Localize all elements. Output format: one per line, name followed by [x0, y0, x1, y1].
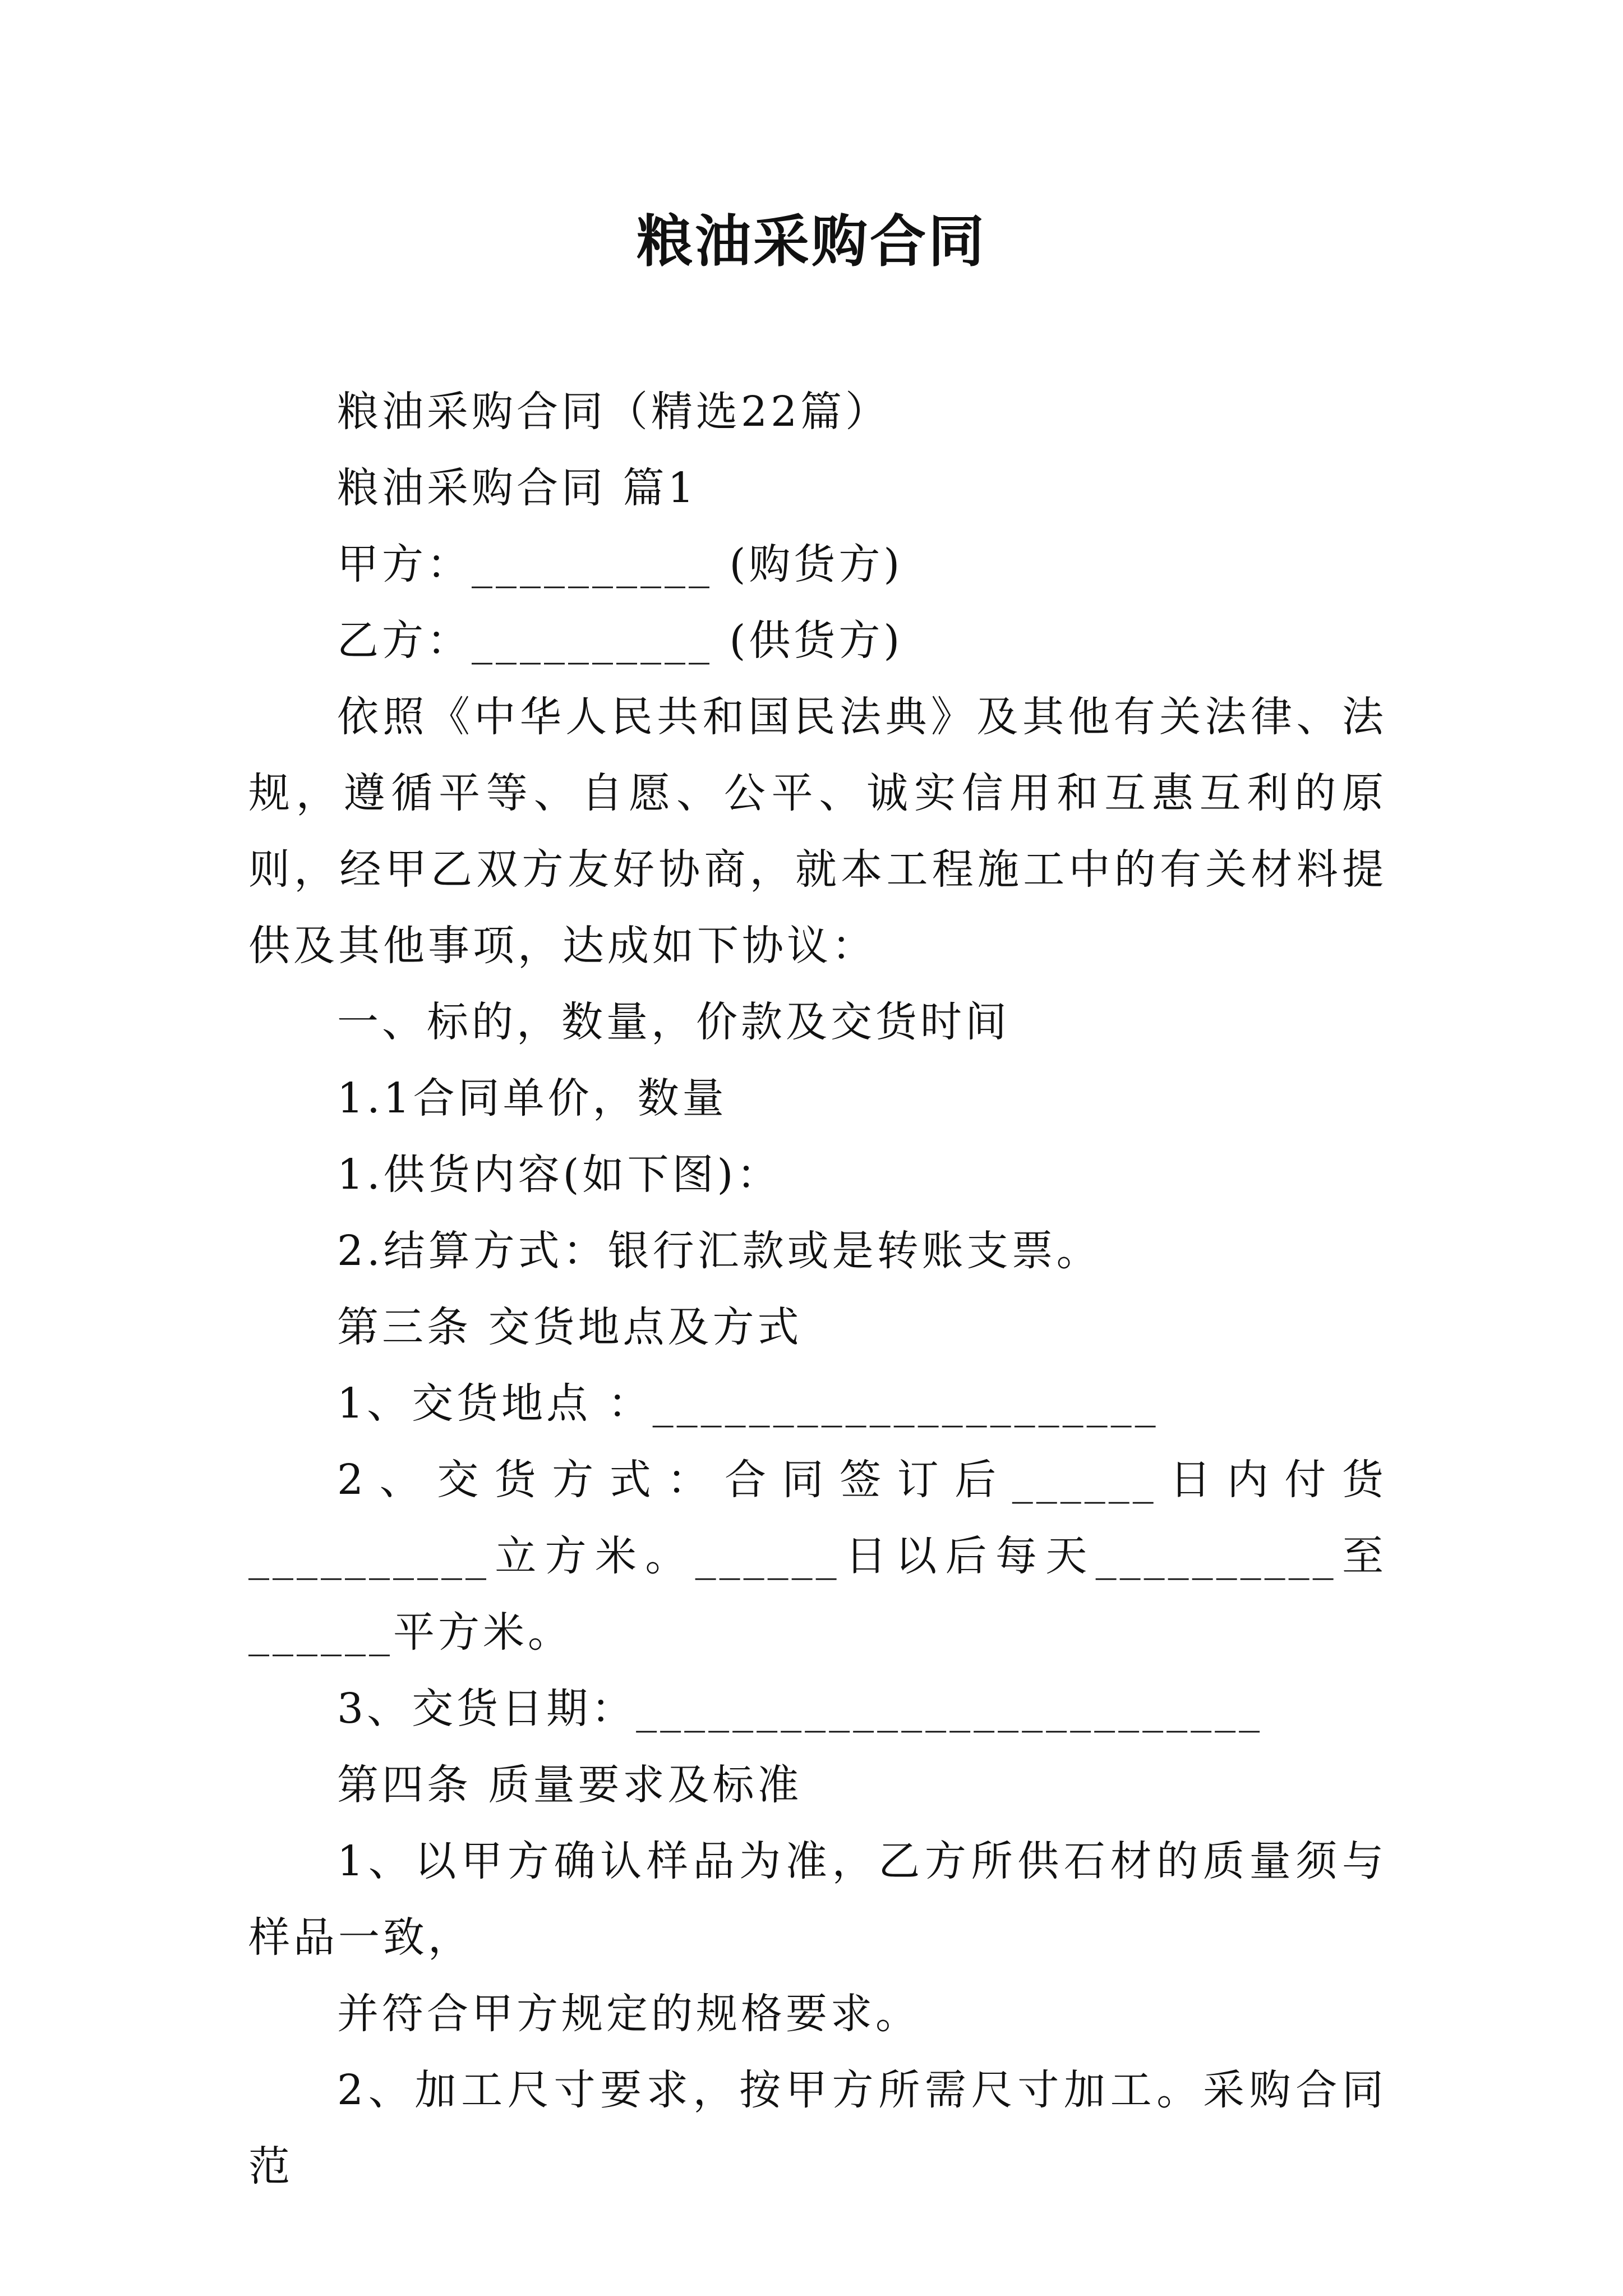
paragraph-quality-1: 1、以甲方确认样品为准，乙方所供石材的质量须与样品一致，: [248, 1837, 1387, 1962]
paragraph-delivery-place: 1、交货地点 ：_____________________: [337, 1379, 1159, 1428]
paragraph-delivery-method: 2、交货方式：合同签订后______日内付货__________立方米。______日以后每天__________至______平方米。: [248, 1456, 1387, 1657]
paragraph-article-3: 第三条 交货地点及方式: [337, 1303, 803, 1351]
paragraph-article-4: 第四条 质量要求及标准: [337, 1761, 803, 1809]
paragraph-preamble: 依照《中华人民共和国民法典》及其他有关法律、法规，遵循平等、自愿、公平、诚实信用和互惠互利的原则，经甲乙双方友好协商，就本工程施工中的有关材料提供及其他事项，达成如下协议：: [248, 693, 1387, 970]
paragraph-item-1-1: 1.1合同单价，数量: [337, 1074, 727, 1122]
paragraph-subtitle: 粮油采购合同（精选22篇）: [337, 388, 891, 436]
paragraph-delivery-date: 3、交货日期：__________________________: [337, 1685, 1264, 1733]
paragraph-party-b: 乙方：__________ (供货方): [337, 616, 903, 665]
paragraph-article-1: 一、标的，数量，价款及交货时间: [337, 998, 1010, 1046]
paragraph-settlement: 2.结算方式：银行汇款或是转账支票。: [337, 1227, 1101, 1275]
paragraph-section-heading: 粮油采购合同 篇1: [337, 464, 698, 512]
document-title: 粮油采购合同: [637, 208, 986, 274]
paragraph-quality-2: 2、加工尺寸要求，按甲方所需尺寸加工。采购合同范: [248, 2066, 1387, 2191]
paragraph-party-a: 甲方：__________ (购货方): [337, 540, 903, 588]
document-body: [248, 374, 1387, 2205]
paragraph-supply-content: 1.供货内容(如下图)：: [337, 1151, 782, 1199]
paragraph-quality-1-cont: 并符合甲方规定的规格要求。: [337, 1990, 920, 2038]
